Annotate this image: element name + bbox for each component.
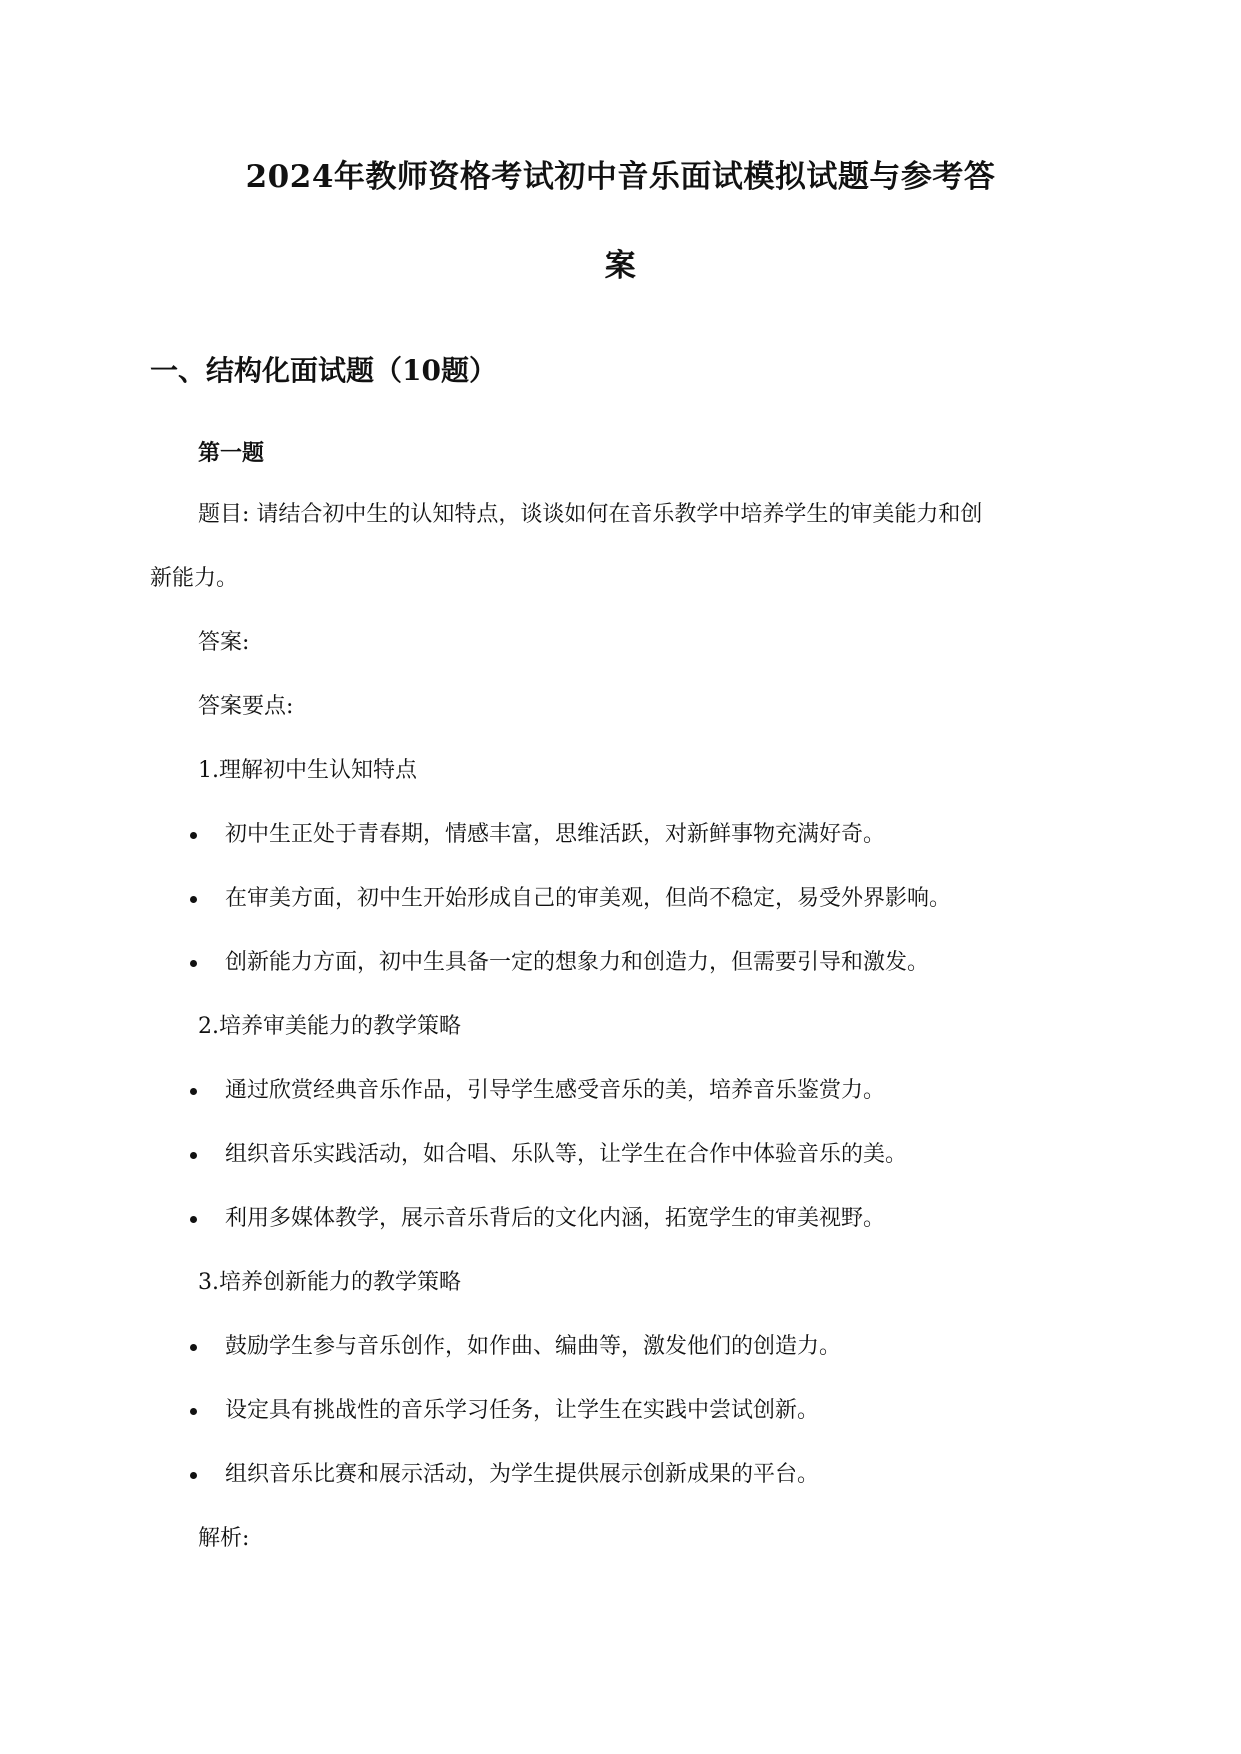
bullet-icon [190, 1472, 197, 1479]
answer-label: 答案: [198, 630, 250, 655]
bullet-icon [190, 1344, 197, 1351]
question-text-line-1: 题目: 请结合初中生的认知特点，谈谈如何在音乐教学中培养学生的审美能力和创 [198, 502, 983, 527]
list-item-text: 创新能力方面，初中生具备一定的想象力和创造力，但需要引导和激发。 [225, 950, 930, 975]
bullet-icon [190, 1408, 197, 1415]
bullet-icon [190, 1152, 197, 1159]
bullet-icon [190, 896, 197, 903]
point-heading-2: 2.培养审美能力的教学策略 [198, 1014, 461, 1039]
list-item-text: 组织音乐比赛和展示活动，为学生提供展示创新成果的平台。 [225, 1462, 820, 1487]
list-item-text: 在审美方面，初中生开始形成自己的审美观，但尚不稳定，易受外界影响。 [225, 886, 952, 911]
analysis-label: 解析: [198, 1526, 250, 1551]
point-heading-1: 1.理解初中生认知特点 [198, 758, 417, 783]
answer-points-label: 答案要点: [198, 694, 294, 719]
document-title-line-2: 案 [604, 248, 637, 284]
list-item-text: 设定具有挑战性的音乐学习任务，让学生在实践中尝试创新。 [225, 1398, 820, 1423]
document-title-line-1: 2024年教师资格考试初中音乐面试模拟试题与参考答 [245, 159, 996, 195]
point-heading-3: 3.培养创新能力的教学策略 [198, 1270, 461, 1295]
list-item-text: 鼓励学生参与音乐创作，如作曲、编曲等，激发他们的创造力。 [225, 1334, 842, 1359]
list-item-text: 初中生正处于青春期，情感丰富，思维活跃，对新鲜事物充满好奇。 [225, 822, 886, 847]
section-heading: 一、结构化面试题（10题） [150, 354, 497, 387]
question-text-line-2: 新能力。 [150, 566, 239, 591]
list-item-text: 利用多媒体教学，展示音乐背后的文化内涵，拓宽学生的审美视野。 [225, 1206, 886, 1231]
question-label: 第一题 [198, 440, 265, 466]
bullet-icon [190, 1216, 197, 1223]
list-item-text: 组织音乐实践活动，如合唱、乐队等，让学生在合作中体验音乐的美。 [225, 1142, 908, 1167]
bullet-icon [190, 960, 197, 967]
bullet-icon [190, 832, 197, 839]
list-item-text: 通过欣赏经典音乐作品，引导学生感受音乐的美，培养音乐鉴赏力。 [225, 1078, 886, 1103]
bullet-icon [190, 1088, 197, 1095]
